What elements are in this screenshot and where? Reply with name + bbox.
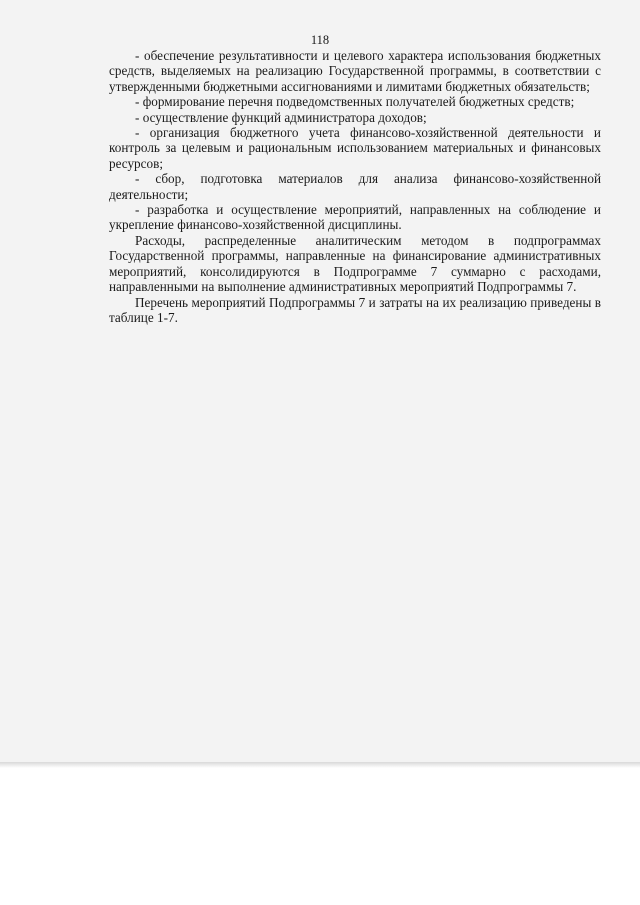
paragraph-table-reference: Перечень мероприятий Подпрограммы 7 и затраты на их реализацию приведены в таблице 1-7. — [109, 294, 601, 325]
paragraph-financial-discipline: - разработка и осуществление мероприятий, направленных на соблюдение и укрепление финансово-хозяйственной дисциплины. — [109, 202, 601, 233]
paragraph-materials-analysis: - сбор, подготовка материалов для анализа финансово-хозяйственной деятельности; — [109, 171, 601, 202]
paragraph-recipients-list: - формирование перечня подведомственных получателей бюджетных средств; — [135, 94, 575, 110]
paragraph-budget-efficiency: - обеспечение результативности и целевого характера использования бюджетных средств, выделяемых на реализацию Государственной программы, в соответствии с утвержденными бюджетными ассигнованиями и лимитами бюджетных обязательств; — [109, 48, 601, 94]
paragraph-revenue-admin: - осуществление функций администратора доходов; — [135, 109, 427, 125]
paragraph-expenses-consolidation: Расходы, распределенные аналитическим методом в подпрограммах Государственной программы, направленные на финансирование административных мероприятий, консолидируются в Подпрограмме 7 суммарно с расходами, направленными на выполнение административных мероприятий Подпрограммы 7. — [109, 232, 601, 295]
paragraph-budget-accounting: - организация бюджетного учета финансово-хозяйственной деятельности и контроль за целевым и рациональным использованием материальных и финансовых ресурсов; — [109, 125, 601, 171]
page-number: 118 — [310, 33, 330, 47]
scan-bottom-edge — [0, 762, 640, 768]
document-body — [109, 48, 601, 325]
